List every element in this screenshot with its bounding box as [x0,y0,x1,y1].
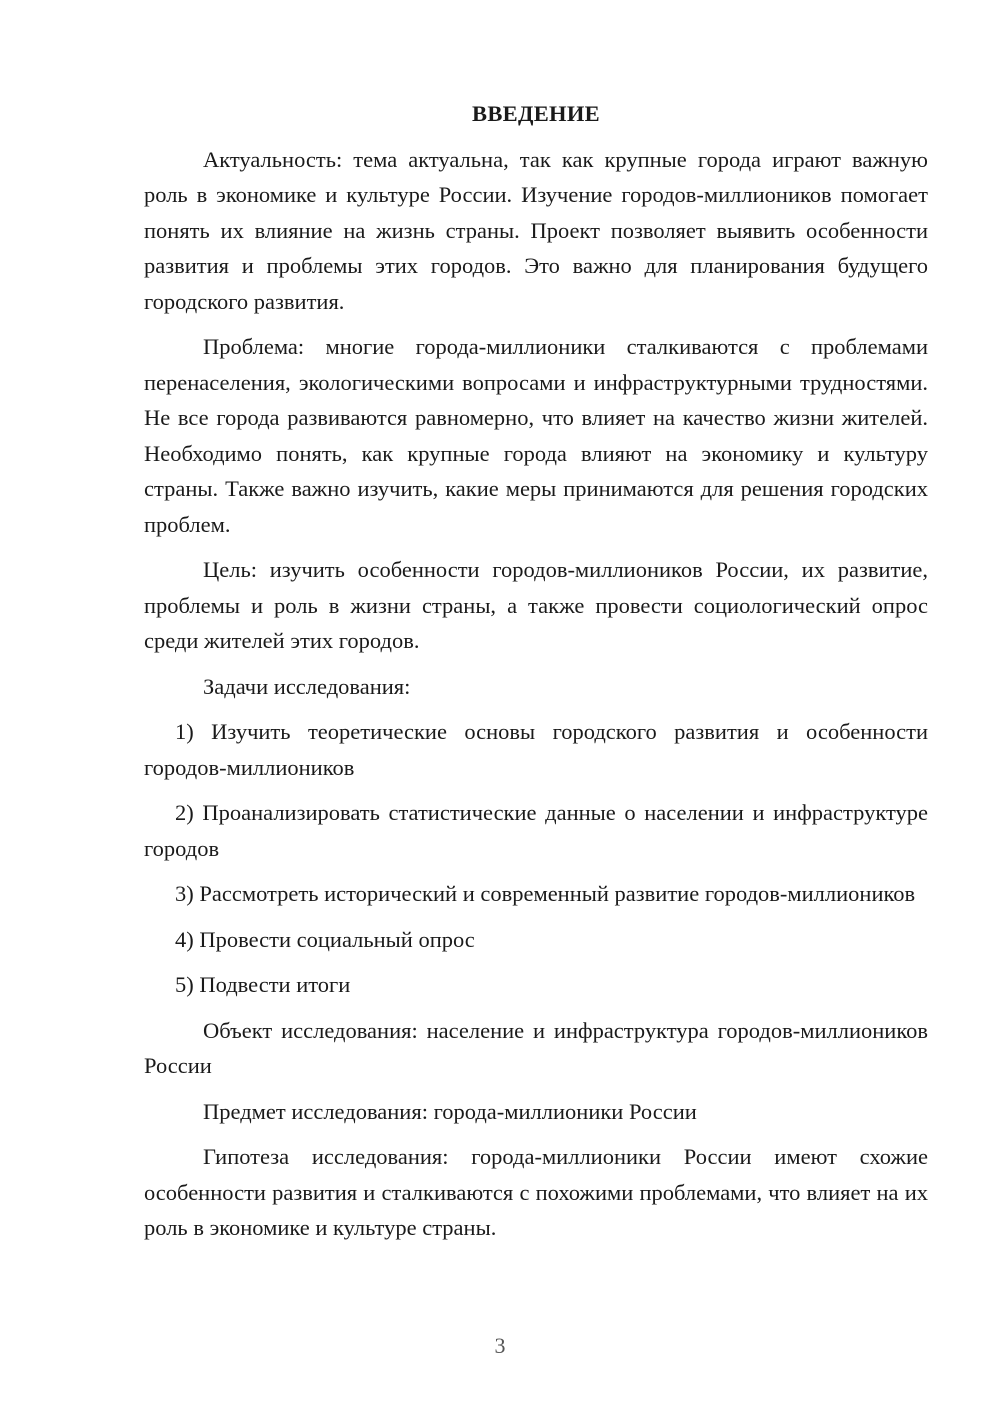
task-item: 5) Подвести итоги [175,972,351,997]
task-item: 2) Проанализировать статистические данные о населении и инфраструктуре городов [144,800,928,861]
task-item: 1) Изучить теоретические основы городского развития и особенности городов-миллиоников [144,719,928,780]
page-number: 3 [494,1333,506,1358]
paragraph-relevance: Актуальность: тема актуальна, так как крупные города играют важную роль в экономике и культуре России. Изучение городов-миллиоников помогает понять их влияние на жизнь страны. Проект позволяет выявить особенности развития и проблемы этих городов. Это важно для планирования будущего городского развития. [144,146,928,314]
paragraph-subject: Предмет исследования: города-миллионики России [203,1098,697,1124]
task-item: 4) Провести социальный опрос [175,926,475,952]
tasks-heading: Задачи исследования: [203,673,411,699]
document-page [144,96,928,1256]
paragraph-hypothesis: Гипотеза исследования: города-миллионики России имеют схожие особенности развития и сталкиваются с похожими проблемами, что влияет на их роль в экономике и культуре страны. [144,1144,928,1240]
section-title: ВВЕДЕНИЕ [472,101,600,126]
task-item: 3) Рассмотреть исторический и современный развитие городов-миллиоников [175,881,916,906]
paragraph-problem: Проблема: многие города-миллионики сталкиваются с проблемами перенаселения, экологическими вопросами и инфраструктурными трудностями. Не все города развиваются равномерно, что влияет на качество жизни жителей. Необходимо понять, как крупные города влияют на экономику и культуру страны. Также важно изучить, какие меры принимаются для решения городских проблем. [144,334,928,537]
paragraph-object: Объект исследования: население и инфраструктура городов-миллиоников России [144,1017,928,1078]
paragraph-goal: Цель: изучить особенности городов-миллиоников России, их развитие, проблемы и роль в жизни страны, а также провести социологический опрос среди жителей этих городов. [144,557,928,653]
